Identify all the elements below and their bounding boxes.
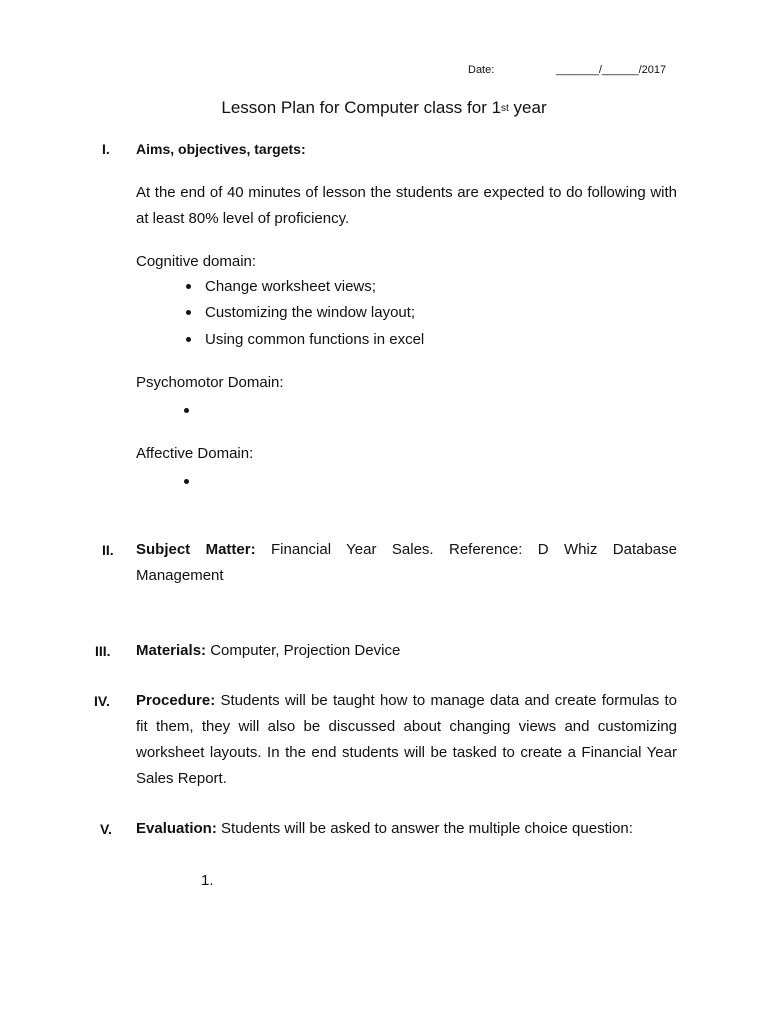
cognitive-label: Cognitive domain:: [136, 253, 257, 270]
section-2-numeral: II.: [102, 542, 114, 558]
cognitive-item-text: Change worksheet views;: [205, 278, 376, 295]
section-3-text: Computer, Projection Device: [206, 642, 401, 659]
page-title: [0, 98, 768, 118]
title-main: Lesson Plan for Computer class for 1: [221, 98, 502, 117]
bullet-icon: [186, 310, 191, 315]
section-4-text: Students will be taught how to manage data and create formulas to fit them, they will also be discussed about changing views and customizing worksheet layouts. In the end students will be tasked to create a Financial Year Sales Report.: [136, 692, 677, 787]
section-5-label: Evaluation:: [136, 820, 217, 837]
bullet-icon: [184, 408, 189, 413]
section-3-numeral: III.: [95, 643, 111, 659]
section-4-numeral: IV.: [94, 693, 110, 709]
psychomotor-label: Psychomotor Domain:: [136, 374, 284, 391]
section-5-body: [136, 816, 677, 842]
question-number: 1.: [201, 872, 214, 889]
cognitive-item: [186, 304, 415, 321]
title-tail: year: [508, 98, 547, 117]
section-2-body: [136, 537, 677, 589]
section-2-label: Subject Matter:: [136, 541, 256, 558]
section-5-text: Students will be asked to answer the multiple choice question:: [216, 820, 633, 837]
section-4-body: [136, 688, 677, 792]
cognitive-item: [186, 278, 376, 295]
bullet-icon: [186, 337, 191, 342]
cognitive-item: [186, 331, 424, 348]
cognitive-item-text: Customizing the window layout;: [205, 304, 416, 321]
title-superscript: st: [501, 103, 509, 114]
section-2-text: Financial Year Sales. Reference: D Whiz Database Management: [136, 541, 677, 584]
date-label: Date:: [468, 64, 495, 76]
date-blank: _______/______/2017: [556, 64, 667, 76]
section-1-intro: At the end of 40 minutes of lesson the students are expected to do following with at least 80% level of proficiency.: [136, 184, 677, 227]
cognitive-item-text: Using common functions in excel: [205, 331, 425, 348]
section-3-label: Materials:: [136, 642, 207, 659]
affective-label: Affective Domain:: [136, 445, 254, 462]
section-1-heading: Aims, objectives, targets:: [136, 141, 306, 157]
section-1-numeral: I.: [102, 141, 110, 157]
section-5-numeral: V.: [100, 821, 112, 837]
bullet-icon: [184, 479, 189, 484]
section-4-label: Procedure:: [136, 692, 216, 709]
bullet-icon: [186, 284, 191, 289]
section-3-body: [136, 638, 677, 664]
